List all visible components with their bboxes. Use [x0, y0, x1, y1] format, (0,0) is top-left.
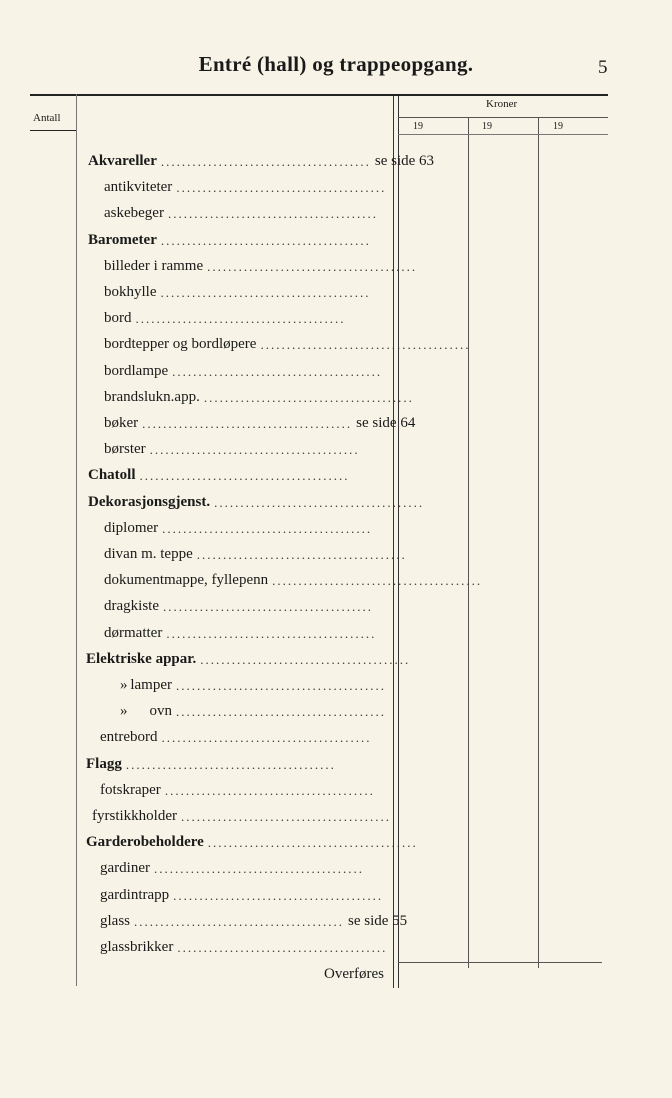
ditto-marker: »	[120, 677, 128, 693]
item-row	[104, 406, 416, 432]
item-row	[100, 720, 386, 746]
item-label: gardintrapp	[100, 886, 170, 903]
item-label: børster	[104, 441, 146, 458]
leader-dots: ........................................	[161, 730, 372, 746]
leader-dots: ........................................	[272, 573, 483, 589]
leader-dots: ........................................	[176, 678, 386, 693]
header-rule	[30, 94, 608, 96]
kroner-header: Kroner	[486, 98, 518, 110]
item-label: bordtepper og bordløpere	[104, 336, 257, 353]
page-number: 5	[598, 57, 608, 78]
item-row	[92, 799, 391, 825]
item-label: entrebord	[100, 729, 158, 746]
item-label: askebeger	[104, 205, 164, 222]
kroner-underline	[398, 117, 608, 118]
item-row	[88, 144, 435, 170]
item-label: gardiner	[100, 860, 150, 877]
item-row	[88, 458, 386, 484]
item-row	[104, 432, 386, 458]
leader-dots: ........................................	[125, 756, 336, 772]
leader-dots: ........................................	[134, 913, 344, 929]
item-label: lamper	[130, 677, 172, 693]
item-label: Akvareller	[88, 153, 157, 169]
item-row	[86, 825, 418, 851]
page-reference: se side 55	[348, 912, 408, 929]
leader-dots: ........................................	[142, 416, 353, 431]
leader-dots: ........................................	[167, 206, 378, 222]
item-label: divan m. teppe	[104, 546, 193, 562]
item-label: antikviteter	[104, 179, 173, 196]
leader-dots: ........................................	[176, 704, 386, 720]
antall-divider	[76, 94, 77, 986]
item-row	[100, 930, 386, 956]
item-row	[120, 668, 386, 694]
leader-dots: ........................................	[160, 285, 371, 300]
ditto-marker: »	[120, 703, 128, 720]
items-right-border-2	[398, 96, 399, 988]
item-row	[88, 485, 425, 511]
item-row	[100, 904, 408, 930]
item-row	[88, 223, 386, 249]
item-label: ovn	[149, 703, 172, 720]
leader-dots: ........................................	[214, 494, 425, 510]
page-reference: se side 64	[356, 415, 416, 431]
leader-dots: ........................................	[173, 887, 384, 903]
leader-dots: ........................................	[196, 547, 407, 562]
leader-dots: ........................................	[149, 442, 360, 458]
item-label: fotskraper	[100, 781, 161, 798]
item-label: glass	[100, 912, 130, 929]
item-label: bøker	[104, 415, 139, 431]
item-label: Barometer	[88, 231, 157, 248]
leader-dots: ........................................	[172, 363, 383, 379]
item-row	[104, 170, 386, 196]
item-row	[104, 380, 414, 406]
leader-dots: ........................................	[162, 599, 373, 615]
leader-dots: ........................................	[200, 651, 411, 667]
antall-header: Antall	[33, 112, 61, 124]
item-label: diplomer	[104, 519, 159, 536]
year-header-3: 19	[553, 121, 563, 132]
item-label: brandslukn.app.	[104, 388, 200, 405]
leader-dots: ........................................	[153, 861, 364, 877]
page-title: Entré (hall) og trappeopgang.	[198, 52, 474, 76]
item-row	[104, 511, 386, 537]
item-label: Elektriske appar.	[86, 650, 197, 667]
leader-dots: ........................................	[162, 520, 373, 536]
item-row	[104, 275, 386, 301]
leader-dots: ........................................	[207, 835, 418, 851]
item-row	[100, 851, 386, 877]
leader-dots: ........................................	[135, 311, 346, 327]
year-divider-1	[468, 118, 469, 968]
leader-dots: ........................................	[164, 782, 375, 798]
item-label: dørmatter	[104, 624, 163, 641]
leader-dots: ........................................	[176, 180, 387, 196]
item-label: Chatoll	[88, 467, 136, 484]
carry-over-label: Overføres	[324, 966, 384, 982]
item-label: Dekorasjonsgjenst.	[88, 493, 211, 510]
year-divider-2	[538, 118, 539, 968]
leader-dots: ........................................	[203, 389, 414, 405]
item-row	[104, 249, 418, 275]
item-row	[104, 354, 386, 380]
items-right-border	[393, 96, 394, 988]
item-row	[120, 694, 386, 720]
item-row	[104, 616, 386, 642]
item-label: dragkiste	[104, 598, 159, 615]
item-row	[100, 878, 386, 904]
year-underline	[398, 134, 608, 135]
item-label: fyrstikkholder	[92, 808, 177, 824]
leader-dots: ........................................	[160, 154, 371, 169]
leader-dots: ........................................	[207, 258, 418, 274]
year-header-1: 19	[413, 121, 423, 132]
columns-bottom-rule	[398, 962, 602, 963]
item-label: Flagg	[86, 755, 122, 772]
item-row	[104, 537, 407, 563]
item-row	[100, 773, 386, 799]
item-label: billeder i ramme	[104, 257, 204, 274]
item-row	[104, 327, 471, 353]
item-label: Garderobeholdere	[86, 834, 204, 851]
page-reference: se side 63	[374, 153, 435, 169]
item-row	[86, 642, 411, 668]
item-label: bord	[104, 310, 132, 327]
year-header-2: 19	[482, 121, 492, 132]
item-row	[104, 196, 386, 222]
item-row	[104, 563, 483, 589]
leader-dots: ........................................	[166, 625, 377, 641]
leader-dots: ........................................	[139, 468, 350, 484]
antall-underline	[30, 130, 76, 131]
item-label: glassbrikker	[100, 939, 174, 955]
leader-dots: ........................................	[160, 232, 371, 248]
item-label: bokhylle	[104, 284, 157, 300]
leader-dots: ........................................	[177, 940, 388, 955]
leader-dots: ........................................	[180, 809, 391, 824]
item-label: bordlampe	[104, 362, 169, 379]
item-row	[104, 589, 386, 615]
item-label: dokumentmappe, fyllepenn	[104, 572, 269, 589]
item-row	[104, 301, 386, 327]
item-row	[86, 747, 386, 773]
leader-dots: ........................................	[260, 337, 471, 353]
